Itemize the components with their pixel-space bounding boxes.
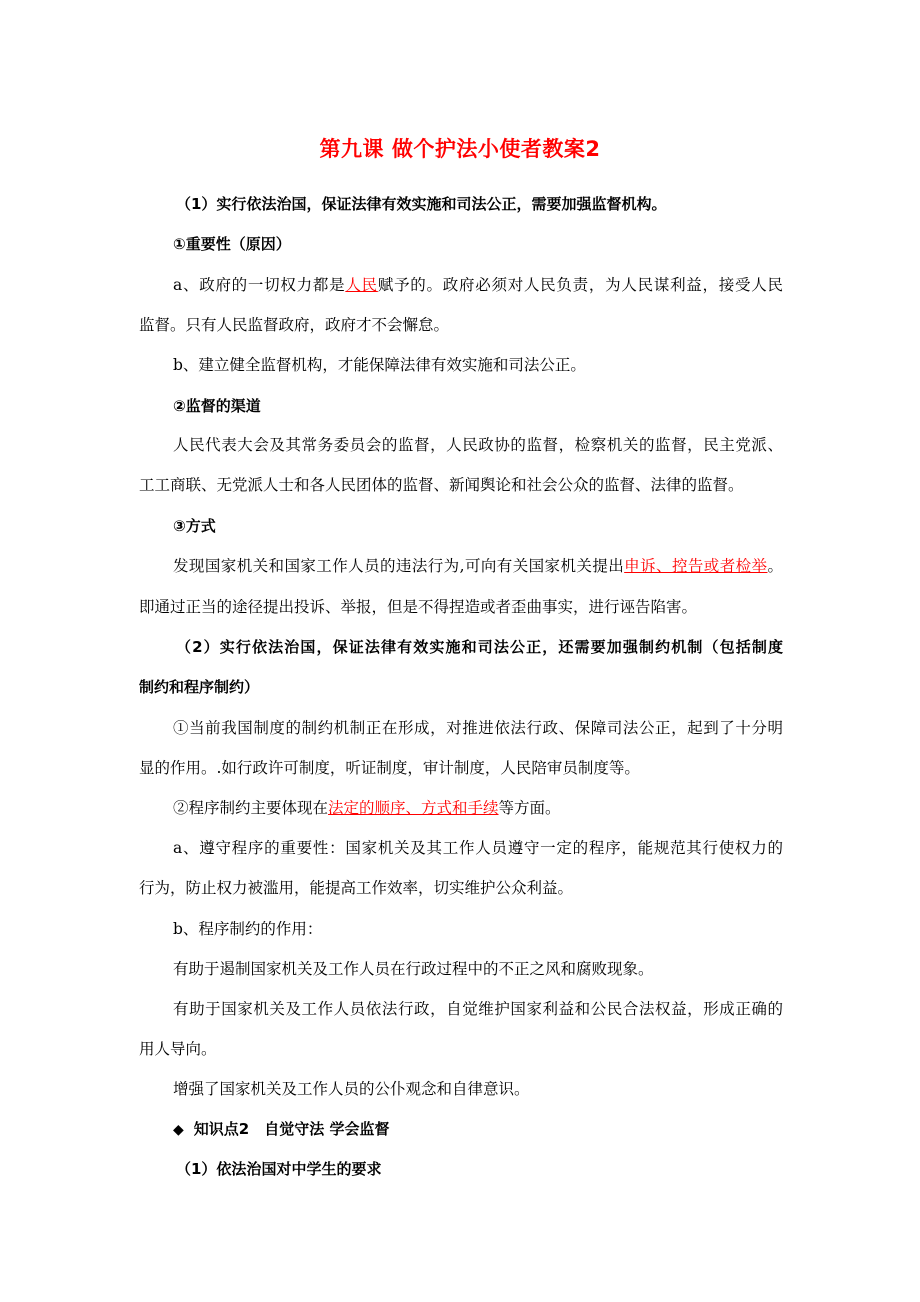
section2-p1-line1: ①当前我国制度的制约机制正在形成，对推进依法行政、保障司法公正，起到了十分明 [173,719,783,737]
effect2-line1: 有助于国家机关及工作人员依法行政，自觉维护国家利益和公民合法权益，形成正确的 [173,1000,783,1018]
section2-a-line1: a、遵守程序的重要性：国家机关及其工作人员遵守一定的程序，能规范其行使权力的 [173,839,783,857]
method-line2: 即通过正当的途径提出投诉、举报，但是不得捏造或者歪曲事实，进行诬告陷害。 [139,598,698,616]
method-line1 [173,556,783,576]
knowledge-heading [173,1119,389,1140]
section2-p2-line [173,798,561,818]
section2-heading-line1: （2）实行依法治国，保证法律有效实施和司法公正，还需要加强制约机制（包括制度 [176,638,783,656]
method-highlight: 申诉、控告或者检举 [624,557,768,575]
importance-b-line: b、建立健全监督机构，才能保障法律有效实施和司法公正。 [173,356,586,374]
importance-a-line2: 监督。只有人民监督政府，政府才不会懈怠。 [139,316,450,334]
section2-heading-line2: 制约和程序制约） [139,678,260,696]
importance-a-line1 [173,275,783,295]
importance-a-highlight: 人民 [345,276,378,294]
importance-heading: ①重要性（原因） [173,235,291,253]
effect2-line2: 用人导向。 [139,1040,217,1058]
section2-b-line: b、程序制约的作用： [173,920,323,938]
knowledge-heading-text: 知识点2 自觉守法 学会监督 [193,1120,390,1138]
method-pre: 发现国家机关和国家工作人员的违法行为,可向有关国家机关提出 [173,557,625,575]
effect1-line: 有助于遏制国家机关及工作人员在行政过程中的不正之风和腐败现象。 [173,960,654,978]
importance-a-post: 赋予的。政府必须对人民负责，为人民谋利益，接受人民 [377,276,783,294]
method-heading: ③方式 [173,517,216,535]
method-post: 。 [767,557,783,575]
channels-heading: ②监督的渠道 [173,397,261,415]
diamond-bullet-icon: ◆ [173,1122,184,1138]
document-title: 第九课 做个护法小使者教案2 [319,137,601,161]
knowledge-subheading: （1）依法治国对中学生的要求 [176,1160,382,1178]
section1-heading: （1）实行依法治国，保证法律有效实施和司法公正，需要加强监督机构。 [176,195,667,213]
section2-p2-pre: ②程序制约主要体现在 [173,799,329,817]
channels-line2: 工工商联、无党派人士和各人民团体的监督、新闻舆论和社会公众的监督、法律的监督。 [139,476,744,494]
channels-line1: 人民代表大会及其常务委员会的监督，人民政协的监督，检察机关的监督，民主党派、 [173,436,783,454]
section2-p2-highlight: 法定的顺序、方式和手续 [328,799,499,817]
effect3-line: 增强了国家机关及工作人员的公仆观念和自律意识。 [173,1080,530,1098]
section2-a-line2: 行为，防止权力被滥用，能提高工作效率，切实维护公众利益。 [139,879,574,897]
importance-a-pre: a、政府的一切权力都是 [173,276,346,294]
section2-p1-line2: 显的作用。.如行政许可制度，听证制度，审计制度，人民陪审员制度等。 [139,759,640,777]
section2-p2-post: 等方面。 [498,799,561,817]
